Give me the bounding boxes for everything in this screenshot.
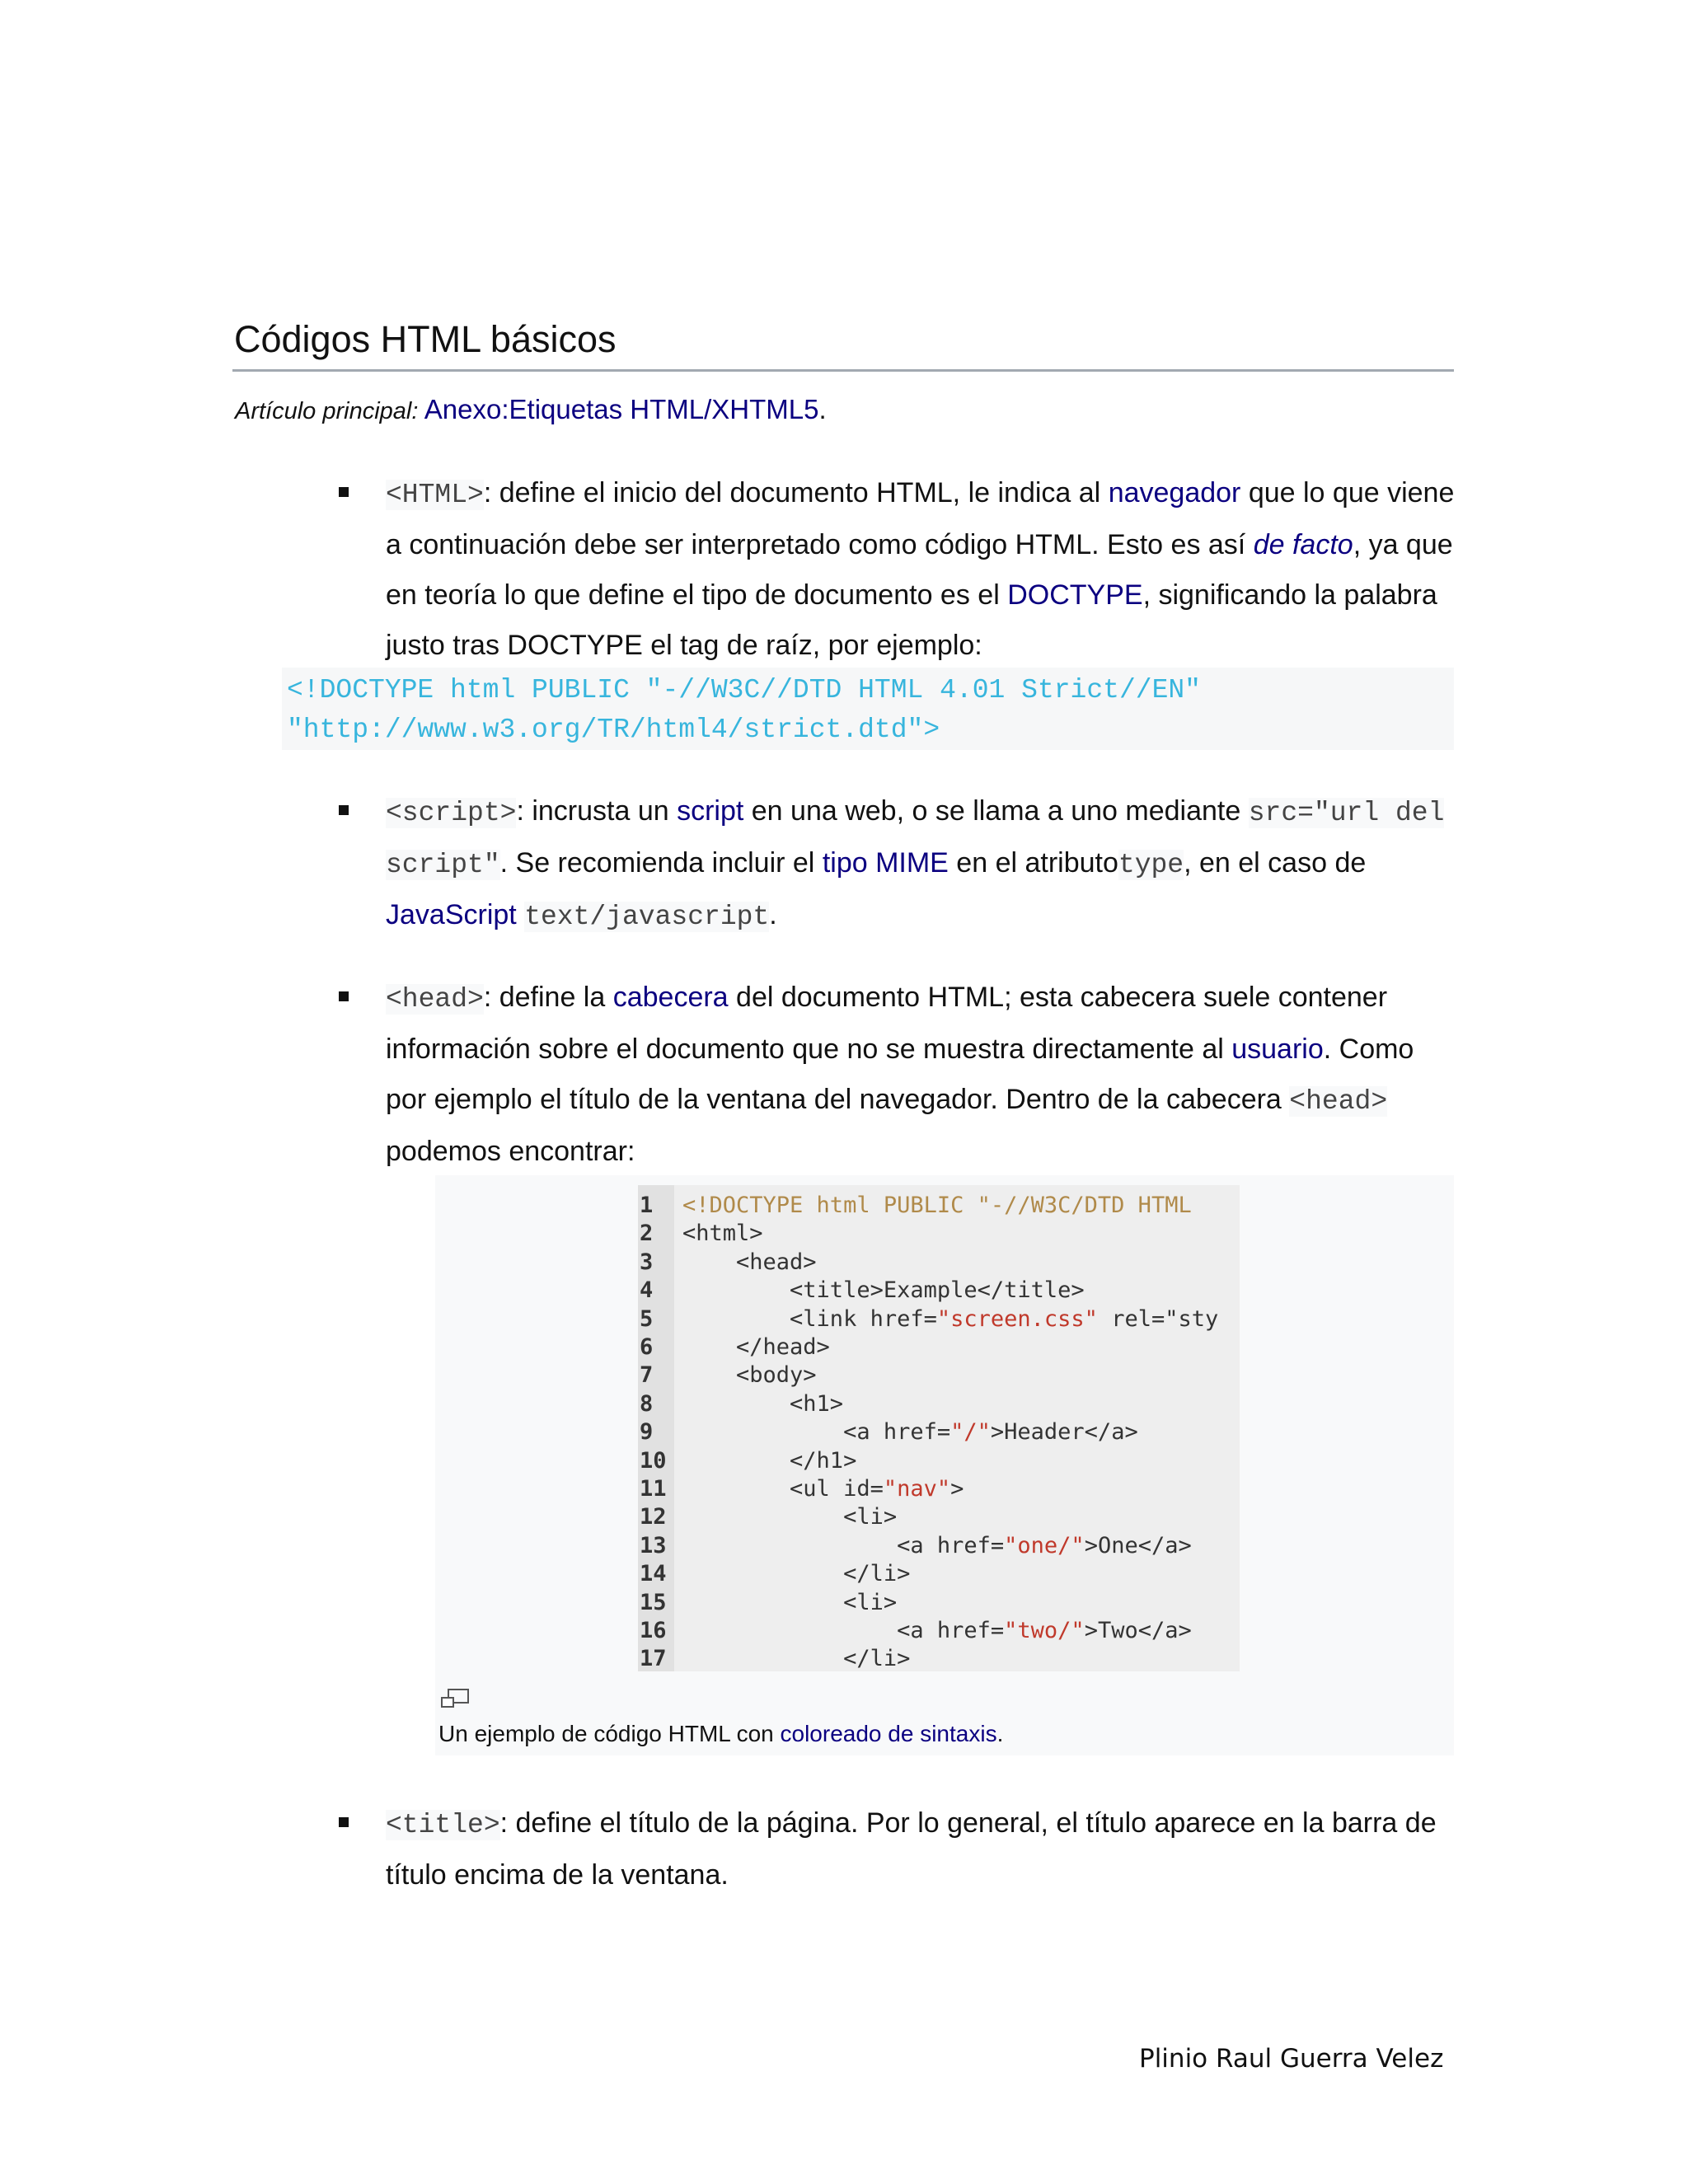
text: . Se recomienda incluir el bbox=[499, 847, 823, 879]
code-text-javascript: text/javascript bbox=[524, 902, 770, 932]
line-number: 15 bbox=[640, 1589, 667, 1615]
bullet-marker bbox=[339, 487, 349, 497]
list-item-head bbox=[386, 972, 1457, 1177]
text: , ya que en teoría lo que define el tipo de documento es el bbox=[386, 529, 1453, 611]
text: . bbox=[769, 899, 777, 930]
code-text: </li> bbox=[682, 1646, 911, 1671]
line-number: 2 bbox=[640, 1221, 654, 1247]
main-article-link[interactable]: Anexo:Etiquetas HTML/XHTML5 bbox=[424, 394, 819, 424]
code-text: <a href="/">Header</a> bbox=[682, 1419, 1138, 1446]
code-head-tag-2: <head> bbox=[1289, 1086, 1388, 1117]
line-number: 9 bbox=[640, 1419, 654, 1446]
link-navegador[interactable]: navegador bbox=[1108, 477, 1241, 509]
code-text: <title>Example</title> bbox=[682, 1277, 1085, 1304]
text: : define el inicio del documento HTML, le indica al bbox=[483, 477, 1109, 509]
code-figure bbox=[435, 1175, 1454, 1755]
code-text: <li> bbox=[682, 1589, 898, 1615]
text bbox=[517, 899, 524, 930]
text: : incrusta un bbox=[516, 795, 678, 827]
main-article-end: . bbox=[818, 394, 827, 424]
list-item-title bbox=[386, 1798, 1457, 1900]
link-tipo-mime[interactable]: tipo MIME bbox=[822, 847, 949, 879]
line-number: 12 bbox=[640, 1504, 667, 1530]
text: que lo que viene a continuación debe ser interpretado como código HTML. Esto es así bbox=[386, 477, 1455, 560]
code-html-tag: <HTML> bbox=[386, 480, 484, 510]
line-number: 4 bbox=[640, 1277, 654, 1304]
magnify-icon[interactable] bbox=[440, 1688, 470, 1709]
text: podemos encontrar: bbox=[386, 1136, 635, 1167]
code-text: </li> bbox=[682, 1561, 911, 1587]
link-cabecera[interactable]: cabecera bbox=[612, 982, 729, 1013]
code-src: src="url del script" bbox=[386, 798, 1445, 880]
bullet-marker bbox=[339, 991, 349, 1001]
line-number: 11 bbox=[640, 1476, 667, 1502]
list-item-script bbox=[386, 786, 1457, 942]
line-number: 3 bbox=[640, 1249, 654, 1275]
code-text: <head> bbox=[682, 1249, 817, 1275]
code-text: <ul id="nav"> bbox=[682, 1476, 964, 1502]
caption-text: Un ejemplo de código HTML con bbox=[438, 1721, 781, 1746]
line-number: 17 bbox=[640, 1646, 667, 1671]
text: en el atributo bbox=[948, 847, 1118, 879]
text: . Como por ejemplo el título de la ventana del navegador. Dentro de la cabecera bbox=[386, 1033, 1414, 1115]
line-number: 5 bbox=[640, 1305, 654, 1332]
code-screenshot bbox=[638, 1185, 1240, 1671]
code-text: <html> bbox=[682, 1221, 763, 1247]
code-text: <body> bbox=[682, 1362, 817, 1389]
code-text: <h1> bbox=[682, 1390, 844, 1417]
section-heading: Códigos HTML básicos bbox=[232, 318, 1454, 372]
bullet-marker bbox=[339, 1817, 349, 1827]
link-doctype[interactable]: DOCTYPE bbox=[1007, 579, 1143, 611]
code-type: type bbox=[1118, 850, 1184, 880]
caption-end: . bbox=[996, 1721, 1004, 1746]
code-text: <li> bbox=[682, 1504, 898, 1530]
line-number: 10 bbox=[640, 1447, 667, 1474]
code-script-tag: <script> bbox=[386, 798, 517, 828]
main-article-note bbox=[235, 391, 827, 430]
line-number: 13 bbox=[640, 1532, 667, 1558]
code-head-tag: <head> bbox=[386, 984, 484, 1015]
text: , en el caso de bbox=[1184, 847, 1367, 879]
line-number: 7 bbox=[640, 1362, 654, 1389]
text: en una web, o se llama a uno mediante bbox=[743, 795, 1249, 827]
text: : define el título de la página. Por lo general, el título aparece en la barra de título encima de la ventana. bbox=[386, 1807, 1437, 1891]
code-text: </h1> bbox=[682, 1447, 857, 1474]
code-text: <link href="screen.css" rel="sty bbox=[682, 1305, 1219, 1332]
link-javascript[interactable]: JavaScript bbox=[386, 899, 517, 930]
code-text: <a href="one/">One</a> bbox=[682, 1532, 1192, 1558]
bullet-marker bbox=[339, 805, 349, 815]
page-footer-author: Plinio Raul Guerra Velez bbox=[1139, 2044, 1444, 2074]
doctype-code-block bbox=[282, 668, 1454, 750]
main-article-label: Artículo principal: bbox=[235, 398, 419, 424]
link-de-facto[interactable]: de facto bbox=[1253, 529, 1353, 560]
text: : define la bbox=[483, 982, 613, 1013]
text: del documento HTML; esta cabecera suele contener información sobre el documento que no se muestra directamente al bbox=[386, 982, 1388, 1065]
link-script[interactable]: script bbox=[677, 795, 744, 827]
figure-caption bbox=[438, 1719, 1003, 1749]
line-number: 1 bbox=[640, 1193, 654, 1218]
line-number: 8 bbox=[640, 1390, 654, 1417]
line-number: 14 bbox=[640, 1561, 667, 1587]
text: , significando la palabra justo tras DOCTYPE el tag de raíz, por ejemplo: bbox=[386, 579, 1437, 661]
line-number: 6 bbox=[640, 1334, 654, 1360]
link-usuario[interactable]: usuario bbox=[1231, 1033, 1324, 1065]
code-text: <a href="two/">Two</a> bbox=[682, 1618, 1192, 1643]
code-text: <!DOCTYPE html PUBLIC "-//W3C/DTD HTML bbox=[682, 1193, 1192, 1218]
code-title-tag: <title> bbox=[386, 1810, 500, 1840]
code-text: </head> bbox=[682, 1334, 830, 1360]
list-item-html bbox=[386, 468, 1457, 671]
line-number: 16 bbox=[640, 1618, 667, 1643]
doctype-line-1: <!DOCTYPE html PUBLIC "-//W3C//DTD HTML 4.01 Strict//EN" bbox=[287, 675, 1201, 705]
link-coloreado-de-sintaxis[interactable]: coloreado de sintaxis bbox=[780, 1721, 997, 1746]
doctype-line-2: "http://www.w3.org/TR/html4/strict.dtd"> bbox=[287, 715, 940, 745]
